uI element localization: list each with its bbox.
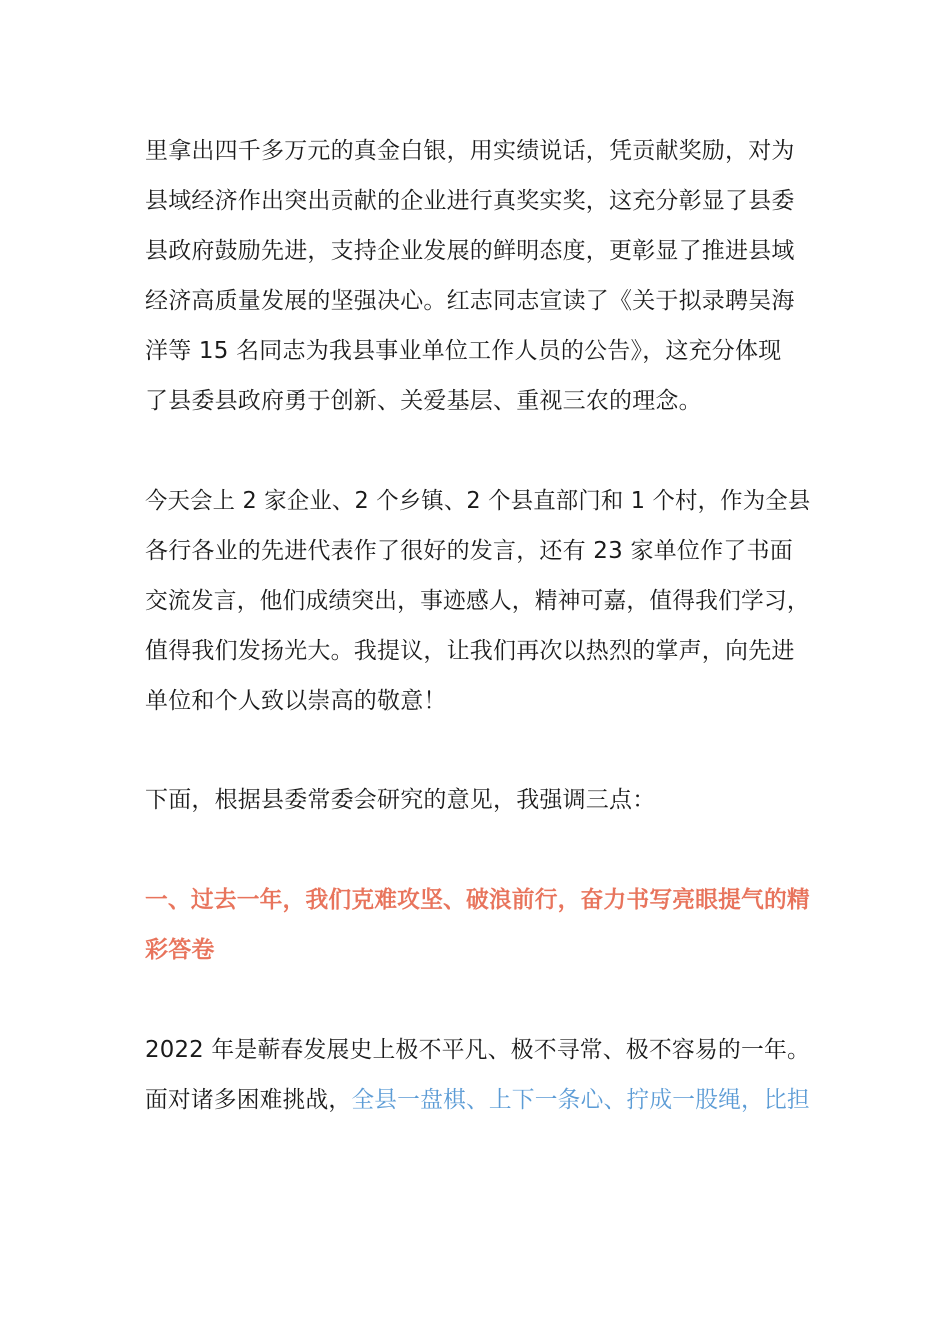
heading-line: 一、过去一年，我们克难攻坚、破浪前行，奋力书写亮眼提气的精 [145,887,810,913]
text-line: 了县委县政府勇于创新、关爱基层、重视三农的理念。 [145,388,702,414]
text-line: 县政府鼓励先进，支持企业发展的鲜明态度，更彰显了推进县域 [145,238,795,264]
text-line: 下面，根据县委常委会研究的意见，我强调三点： [145,787,656,813]
paragraph-speeches [145,476,810,726]
text-line: 各行各业的先进代表作了很好的发言，还有 23 家单位作了书面 [145,538,793,564]
paragraph-intro-points [145,775,810,825]
text-line: 洋等 15 名同志为我县事业单位工作人员的公告》，这充分体现 [145,338,782,364]
text-line: 经济高质量发展的坚强决心。红志同志宣读了《关于拟录聘吴海 [145,288,795,314]
heading-line: 彩答卷 [145,937,215,963]
highlighted-text: 全县一盘棋、上下一条心、拧成一股绳，比担 [351,1087,810,1113]
text-line [145,1075,810,1125]
text-line: 值得我们发扬光大。我提议，让我们再次以热烈的掌声，向先进 [145,638,795,664]
paragraph-awards [145,126,810,426]
text-line: 单位和个人致以崇高的敬意！ [145,688,447,714]
paragraph-2022-review [145,1025,810,1125]
text-line: 里拿出四千多万元的真金白银，用实绩说话，凭贡献奖励，对为 [145,138,795,164]
text-line: 今天会上 2 家企业、2 个乡镇、2 个县直部门和 1 个村，作为全县 [145,488,811,514]
text-line: 交流发言，他们成绩突出，事迹感人，精神可嘉，值得我们学习， [145,588,810,614]
section-heading [145,875,810,975]
document-page [145,126,810,1125]
text-line: 2022 年是蕲春发展史上极不平凡、极不寻常、极不容易的一年。 [145,1037,811,1063]
text-plain: 面对诸多困难挑战， [145,1087,352,1113]
text-line: 县域经济作出突出贡献的企业进行真奖实奖，这充分彰显了县委 [145,188,795,214]
